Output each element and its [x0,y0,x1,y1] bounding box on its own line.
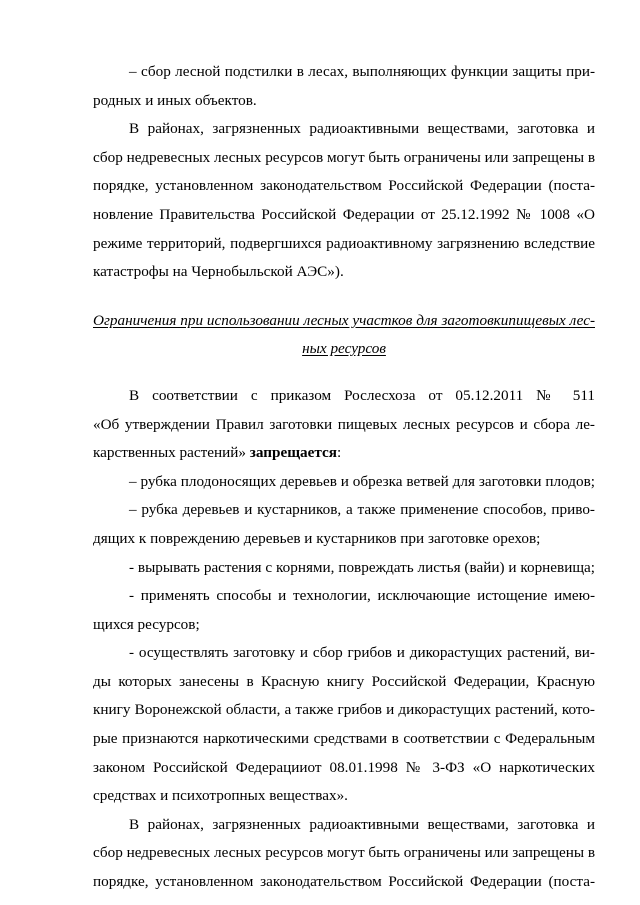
text-line: - вырывать растения с корнями, повреждать листья (вайи) и корневища; [129,558,595,576]
text-line: рые признаются наркотическими средствами в соответствии с Федеральным [93,730,595,748]
list-item [93,468,595,497]
text-line: – рубка деревьев и кустарников, а также применение способов, приво- [129,501,595,519]
text-line: законом Российской Федерацииот 08.01.1998 № 3-ФЗ «О наркотических [93,758,595,776]
spacer [93,364,595,382]
emphasis-prohibited: запрещается [249,444,337,462]
list-item [93,496,595,553]
heading-line-end: ных ресурсов [302,340,386,358]
text-line: В районах, загрязненных радиоактивными веществами, заготовка и [129,120,595,138]
text-line: - применять способы и технологии, исключающие истощение имею- [129,587,595,605]
text-line: «Об утверждении Правил заготовки пищевых лесных ресурсов и сбора ле- [93,415,595,433]
text-line: новление Правительства Российской Федерации от 25.12.1992 № 1008 «О [93,205,595,223]
text-line: - осуществлять заготовку и сбор грибов и дикорастущих растений, ви- [129,644,595,662]
list-item [93,639,595,811]
text-line [93,439,595,468]
heading-line: Ограничения при использовании лесных участков для заготовкипищевых лес- [93,311,595,329]
text-line: – рубка плодоносящих деревьев и обрезка ветвей для заготовки плодов; [129,472,595,490]
spacer [93,287,595,307]
text-line: средствах и психотропных веществах». [93,787,348,805]
text-line: сбор недревесных лесных ресурсов могут быть ограничены или запрещены в [93,844,595,862]
text-line: книгу Воронежской области, а также грибов и дикорастущих растений, кото- [93,701,595,719]
text-line: порядке, установленном законодательством Российской Федерации (поста- [93,873,595,891]
text-line: щихся ресурсов; [93,615,200,633]
text-fragment: карственных растений» [93,444,246,462]
text-line: – сбор лесной подстилки в лесах, выполняющих функции защиты при- [129,63,595,80]
text-line: режиме территорий, подвергшихся радиоактивному загрязнению вследствие [93,234,595,252]
prohibition-list [93,468,595,811]
text-line: ды которых занесены в Красную книгу Российской Федерации, Красную [93,672,595,690]
paragraph-radioactive-zones [93,115,595,287]
list-item [93,582,595,639]
text-line: В районах, загрязненных радиоактивными веществами, заготовка и [129,815,595,833]
heading-line [93,335,595,364]
intro-list-item [93,58,595,115]
document-page [93,58,595,897]
text-line: В соответствии с приказом Рослесхоза от 05.12.2011 № 511 [129,386,595,404]
text-line: порядке, установленном законодательством Российской Федерации (поста- [93,177,595,195]
paragraph-radioactive-zones-repeat [93,811,595,897]
section-heading [93,307,595,364]
text-fragment: : [336,444,342,462]
list-item [93,554,595,583]
paragraph-rosleskhoz-order [93,382,595,468]
text-line: сбор недревесных лесных ресурсов могут быть ограничены или запрещены в [93,148,595,166]
text-line: родных и иных объектов. [93,91,257,109]
text-line: дящих к повреждению деревьев и кустарников при заготовке орехов; [93,529,541,547]
text-line: катастрофы на Чернобыльской АЭС»). [93,263,344,281]
